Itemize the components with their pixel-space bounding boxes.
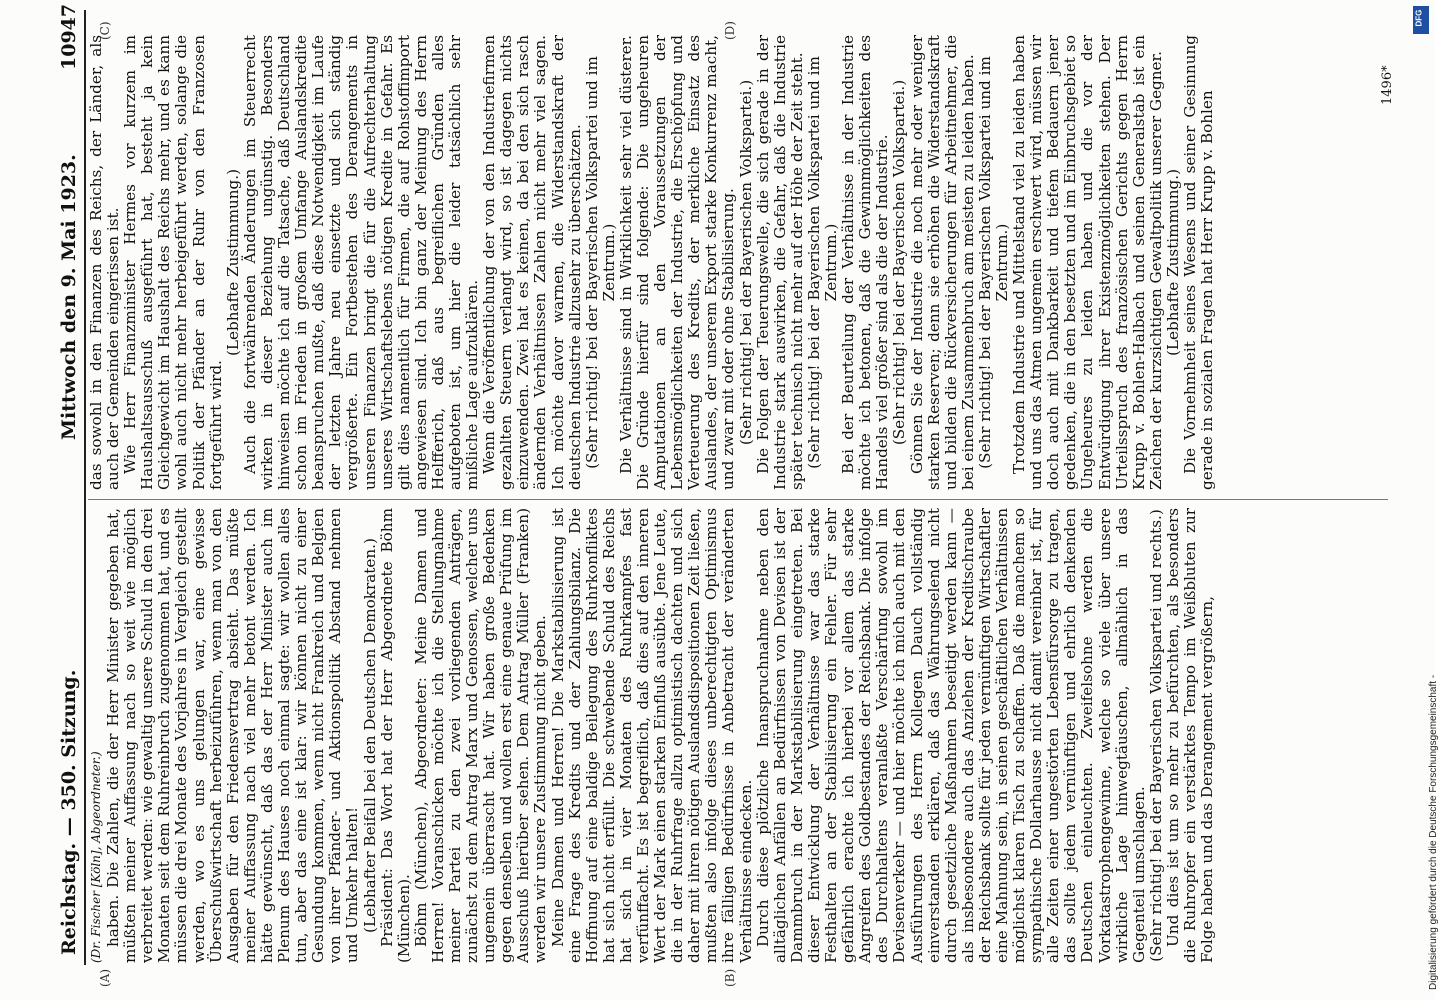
interjection: (Sehr richtig! bei der Bayerischen Volkspartei und rechts.) [1146,509,1165,962]
paragraph: haben. Die Zahlen, die der Herr Minister gegeben hat, müßten meiner Auffassung nach so weit wie möglich verbreitet werden: wie gewaltig unsere Schuld in den drei Monaten seit dem Ruhreinbruch zugenommen hat, und es müssen die drei Monate des Vorjahres in Vergleich gestellt werden, wo es uns gelungen war, eine gewisse Überschußwirtschaft herbeizuführen, wenn man von den Ausgaben für den Friedensvertrag absieht. Das müßte meiner Auffassung nach viel mehr betont werden. Ich hätte gewünscht, daß das der Herr Minister auch im Plenum des Hauses noch einmal sagte: wir wollen alles tun, aber das eine ist klar: wir können nicht zu einer Gesundung kommen, wenn nicht Frankreich und Belgien von ihrer Pfänder- und Aktionspolitik Abstand nehmen und Umkehr halten! [104,508,362,963]
running-header-left: Reichstag. — 350. Sitzung. [58,669,80,955]
interjection: (Sehr richtig! bei der Bayerischen Volkspartei und im Zentrum.) [975,56,1011,469]
interjection: (Sehr richtig! bei der Bayerischen Volkspartei.) [890,79,909,446]
paragraph: Böhm (München), Abgeordneter: Meine Damen und Herren! Voranschicken möchte ich die Stellungnahme meiner Partei zu den zwei vorliegenden Anträgen, zunächst zu dem Antrag Marx und Genossen, welcher uns ungemein überrascht hat. Wir haben große Bedenken gegen denselben und wollen erst eine genaue Prüfung im Ausschuß hierüber sehen. Dem Antrag Müller (Franken) werden wir unsere Zustimmung nicht geben. [411,508,550,963]
interjection: (Lebhafter Beifall bei den Deutschen Demokraten.) [360,538,379,933]
paragraph: Die Folgen der Teuerungswelle, die sich gerade in der Industrie stark auswirken, die Gefahr, daß die Industrie später technisch nicht mehr auf der Höhe der Zeit steht. [753,35,806,490]
speaker-note: (Dr. Fischer [Köln], Abgeordneter.) [89,751,103,963]
running-header-right: Mittwoch den 9. Mai 1923. [58,154,80,440]
left-column [88,508,1398,963]
paragraph: Gönnen Sie der Industrie die noch mehr oder weniger starken Reserven; denn sie erhöhen die Widerstandskraft und bilden die Rückversicherungen für Arbeitnehmer, die bei einem Zusammenbruch am meisten zu leiden haben. [907,35,977,490]
interjection: (Sehr richtig! bei der Bayerischen Volkspartei und im Zentrum.) [804,56,841,469]
interjection: (Lebhafte Zustimmung.) [1163,168,1182,357]
dfg-logo [1413,6,1429,34]
paragraph: Die Verhältnisse sind in Wirklichkeit sehr viel düsterer. Die Gründe hierfür sind folgende: Die ungeheuren Amputationen an den Voraussetzungen der Lebensmöglichkeiten der Industrie, die Erschöpfung und Verteuerung des Kredits, der merkliche Einsatz des Auslandes, der unserem Export starke Konkurrenz macht, und zwar mit oder ohne Stabilisierung. [616,35,738,490]
paragraph: Bei der Beurteilung der Verhältnisse in der Industrie möchte ich betonen, daß die Gewinnmöglichkeiten des Handels viel größer sind als die der Industrie. [839,35,892,490]
digitization-notice [1428,675,1439,990]
paragraph: Präsident: Das Wort hat der Herr Abgeordnete Böhm (München). [377,508,413,963]
dfg-logo-text: DFG [1414,9,1424,27]
rotated-page-content [58,5,1403,995]
paragraph: Die Vornehmheit seines Wesens und seiner Gesinnung gerade in sozialen Fragen hat Herr Krupp v. Bohlen [1181,35,1217,490]
paragraph: Durch diese plötzliche Inanspruchnahme neben den alltäglichen Anfällen an Bedürfnissen von Devisen ist der Dammbruch in der Markstabilisierung eingetreten. Bei dieser Entwicklung der Verhältnisse war das starke Festhalten an der Stabilisierung ein Fehler. Für sehr gefährlich erachte ich hierbei vor allem das starke Angreifen des Goldbestandes der Reichsbank. Die infolge des Durchhaltens veranlaßte Verschärfung sowohl im Devisenverkehr — und hier möchte ich mich auch mit den Ausführungen des Herrn Kollegen Dauch vollständig einverstanden erklären, daß das Währungselend nicht durch gesetzliche Maßnahmen beseitigt werden kann — als insbesondere auch das Anziehen der Kreditschraube der Reichsbank sollte für jeden vernünftigen Wirtschaftler eine Mahnung sein, in seinen geschäftlichen Verhältnissen möglichst klaren Tisch zu schaffen. Daß die manchem so sympathische Dollarhausse nicht damit vereinbar ist, für alle Zeiten einer ungestörten Lebensfürsorge zu tragen, das sollte jedem vernünftigen und ehrlich denkenden Deutschen einleuchten. Zweifelsohne werden die Vorkatastrophengewinne, welche so viele über unsere wirkliche Lage hinwegtäuschen, allmählich in das Gegenteil umschlagen. [753,508,1148,963]
interjection: (Lebhafte Zustimmung.) [223,168,242,357]
marker-c: (C) [98,21,112,40]
page-number: 10947 [58,3,80,70]
marker-a: (A) [98,968,112,987]
interjection: (Sehr richtig! bei der Bayerischen Volkspartei.) [736,79,755,446]
marker-d: (D) [723,21,737,40]
paragraph: Wie Herr Finanzminister Hermes vor kurzem im Haushaltsausschuß ausgeführt hat, besteht ja kein Gleichgewicht im Haushalt des Reichs mehr, und es kann wohl auch nicht mehr herbeigeführt werden, solange die Politik der Pfänder an der Ruhr von den Franzosen fortgeführt wird. [121,35,225,490]
header-rule [84,10,86,965]
marker-b: (B) [723,968,737,987]
column-divider [88,499,1388,500]
paragraph: Trotzdem Industrie und Mittelstand viel zu leiden haben und uns das Atmen ungemein erschwert wird, müssen wir doch auch mit Dankbarkeit und tiefem Bedauern jener gedenken, die in den besetzten und im Einbruchsgebiet so Ungeheures zu leiden haben und die vor der Entwürdigung ihrer Existenzmöglichkeiten stehen. Der Urteilsspruch des französischen Gerichts gegen Herrn Krupp v. Bohlen-Halbach und seinen Generalstab ist ein Zeichen der kurzsichtigen Gewaltpolitik unserer Gegner. [1010,35,1165,490]
paragraph: das sowohl in den Finanzen des Reichs, der Länder, als auch der Gemeinden eingerissen ist. [87,35,123,490]
paragraph: Wenn die Veröffentlichung der von den Industriefirmen gezahlten Steuern verlangt wird, so ist dagegen nichts einzuwenden. Zwei hat es keinen, da bei den sich rasch ändernden Verhältnissen Zahlen nicht mehr viel sagen. Ich möchte davor warnen, die Widerstandskraft der deutschen Industrie allzusehr zu überschätzen. [480,35,584,490]
paragraph: Meine Damen und Herren! Die Markstabilisierung ist eine Frage des Kredits und der Zahlungsbilanz. Die Hoffnung auf eine baldige Beilegung des Ruhrkonfliktes hat sich nicht erfüllt. Die schwebende Schuld des Reichs hat sich in vier Monaten des Ruhrkampfes fast verfünffacht. Es ist begreiflich, daß dies auf den inneren Wert der Mark einen starken Einfluß ausübte. Jene Leute, die in der Ruhrfrage allzu optimistisch dachten und sich daher mit ihren nötigen Auslandsdispositionen Zeit ließen, mußten also infolge dieses unberechtigten Optimismus ihre fälligen Bedürfnisse in Anbetracht der veränderten Verhältnisse eindecken. [548,508,755,963]
paragraph: Auch die fortwährenden Änderungen im Steuerrecht wirken in dieser Beziehung ungünstig. Besonders hinweisen möchte ich auf die Tatsache, daß Deutschland schon im Frieden in großem Umfange Auslandskredite beanspruchen mußte, daß diese Notwendigkeit im Laufe der letzten Jahre neu einsetzte und sich ständig vergrößerte. Ein Fortbestehen des Derangements in unseren Finanzen bringt die für die Aufrechterhaltung unseres Wirtschaftslebens nötigen Kredite in Gefahr. Es gilt dies namentlich für Firmen, die auf Rohstoffimport angewiesen sind. Ich bin ganz der Meinung des Herrn Helfferich, daß aus begreiflichen Gründen alles aufgeboten ist, um hier die leider tatsächlich sehr mißliche Lage aufzuklären. [240,35,482,490]
paragraph: Und dies ist um so mehr zu befürchten, als besonders die Ruhropfer ein verstärktes Tempo im Weißbluten zur Folge haben und das Derangement vergrößern, [1163,508,1217,963]
right-column [88,35,1378,490]
digitization-notice-text: Digitalisierung gefördert durch die Deutsche Forschungsgemeinschaft - [1428,674,1439,990]
footer-number: 1496* [1380,65,1395,105]
interjection: (Sehr richtig! bei der Bayerischen Volkspartei und im Zentrum.) [582,56,618,469]
